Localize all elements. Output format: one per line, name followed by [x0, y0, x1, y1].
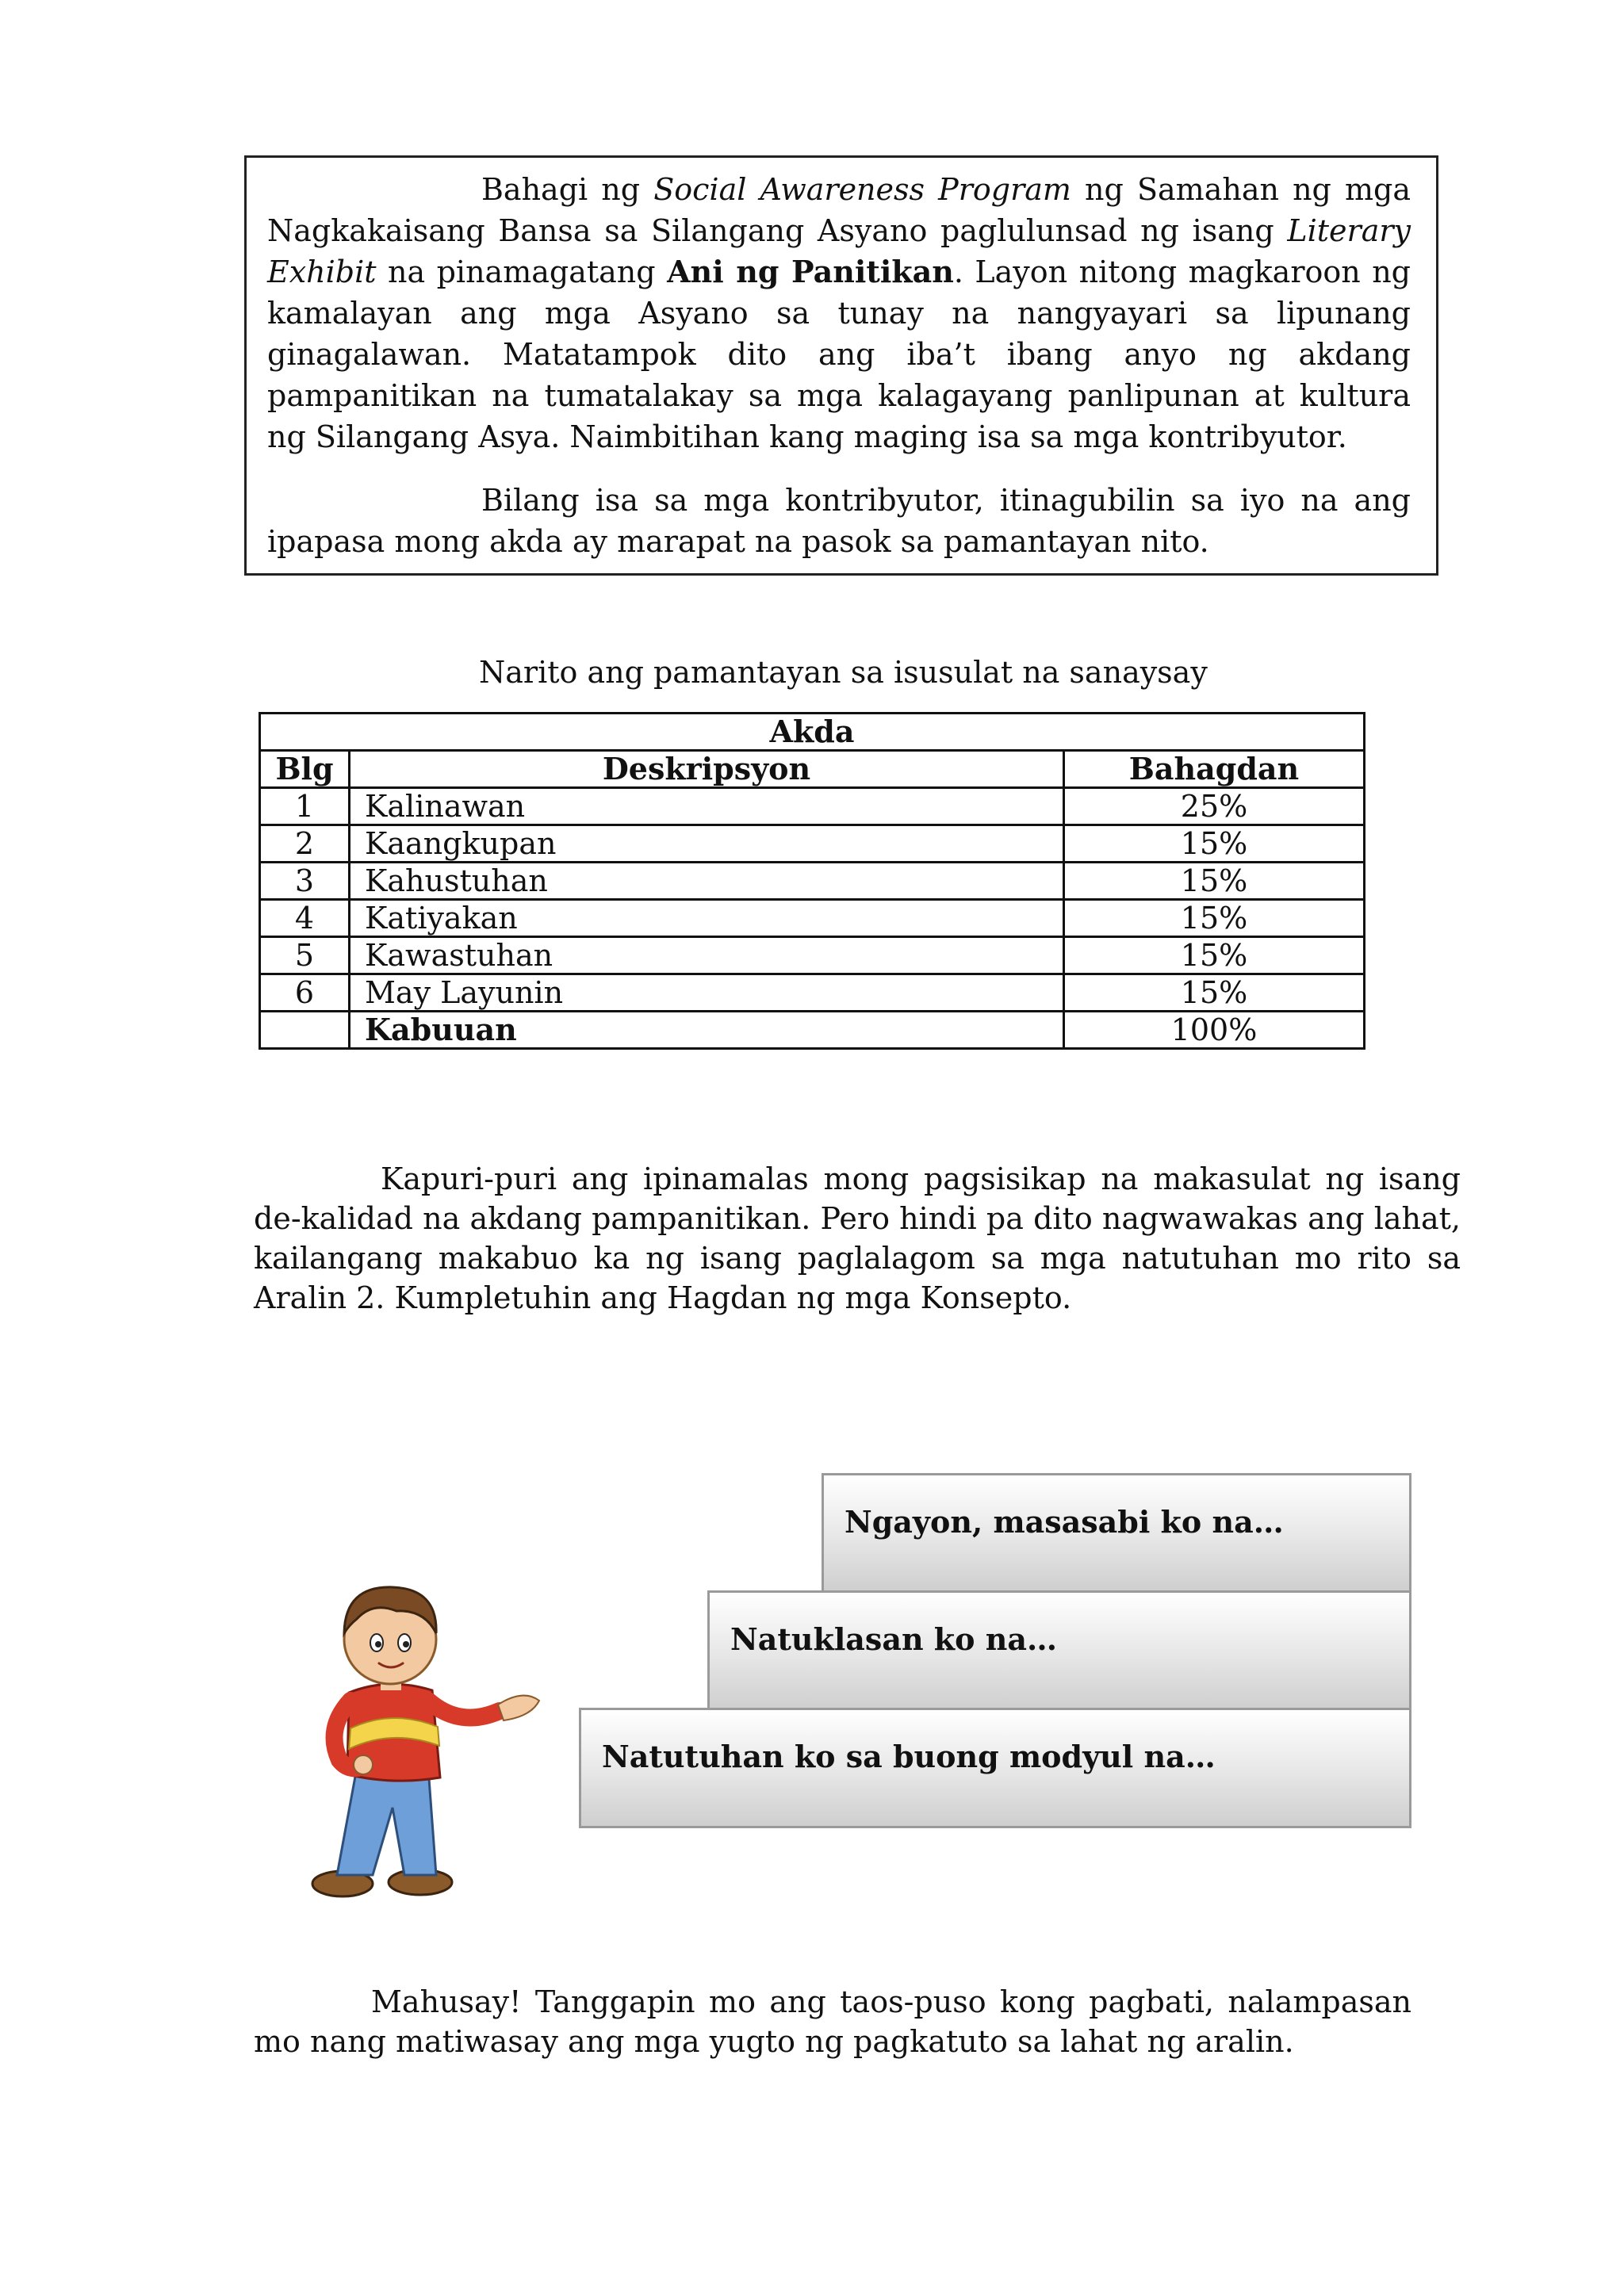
total-label: Kabuuan [350, 1012, 1064, 1049]
stair-bottom-label: Natutuhan ko sa buong modyul na… [602, 1739, 1216, 1774]
row-num: 5 [260, 937, 350, 974]
row-desc: May Layunin [350, 974, 1064, 1012]
intro-text: Bahagi ng [481, 172, 654, 207]
table-row [260, 937, 1365, 974]
row-desc: Kawastuhan [350, 937, 1064, 974]
row-num: 4 [260, 900, 350, 937]
exhibit-title: Ani ng Panitikan [667, 254, 954, 289]
concept-stair-middle [707, 1590, 1411, 1711]
table-row [260, 900, 1365, 937]
header-num: Blg [260, 751, 350, 788]
table-row [260, 863, 1365, 900]
boy-illustration [301, 1570, 571, 1903]
intro-text: . Layon nitong magkaroon ng kamalayan ang mga Asyano sa tunay na nangyayari sa lipunang ginagalawan. Matatampok dito ang iba’t ibang anyo ng akdang pampanitikan na tumatalakay sa mga kalagayang panlipunan at kultura ng Silangang Asya. Naimbitihan kang maging isa sa mga kontribyutor. [267, 254, 1411, 454]
intro-box [244, 155, 1438, 576]
intro-text: na pinamagatang [376, 254, 668, 289]
stair-middle-label: Natuklasan ko na… [730, 1621, 1057, 1657]
row-pct: 15% [1064, 937, 1365, 974]
total-num-empty [260, 1012, 350, 1049]
row-desc: Kahustuhan [350, 863, 1064, 900]
header-pct: Bahagdan [1064, 751, 1365, 788]
closing-message: Mahusay! Tanggapin mo ang taos-puso kong pagbati, nalampasan mo nang matiwasay ang mga yugto ng pagkatuto sa lahat ng aralin. [254, 1984, 1411, 2059]
summary-instructions: Kapuri-puri ang ipinamalas mong pagsisikap na makasulat ng isang de-kalidad na akdang pampanitikan. Pero hindi pa dito nagwawakas ang lahat, kailangang makabuo ka ng isang paglalagom sa mga natutuhan mo rito sa Aralin 2. Kumpletuhin ang Hagdan ng mga Konsepto. [254, 1161, 1461, 1315]
intro-text: ng Samahan ng mga Nagkakaisang Bansa sa Silangang Asyano paglulunsad ng isang [267, 172, 1411, 248]
header-desc: Deskripsyon [350, 751, 1064, 788]
intro-paragraph-2: Bilang isa sa mga kontribyutor, itinagubilin sa iyo na ang ipapasa mong akda ay marapat na pasok sa pamantayan nito. [267, 483, 1411, 559]
row-desc: Kaangkupan [350, 825, 1064, 863]
row-pct: 15% [1064, 974, 1365, 1012]
exhibit-term: Literary Exhibit [267, 213, 1411, 289]
table-title: Akda [260, 714, 1365, 751]
row-pct: 15% [1064, 863, 1365, 900]
row-num: 1 [260, 788, 350, 825]
row-desc: Katiyakan [350, 900, 1064, 937]
total-pct: 100% [1064, 1012, 1365, 1049]
table-header-row [260, 751, 1365, 788]
criteria-table [259, 712, 1365, 1050]
table-row [260, 825, 1365, 863]
stair-top-label: Ngayon, masasabi ko na… [845, 1504, 1284, 1540]
table-title-row [260, 714, 1365, 751]
row-pct: 15% [1064, 900, 1365, 937]
row-num: 6 [260, 974, 350, 1012]
concept-stair-top [822, 1473, 1411, 1594]
intro-paragraph-1 [267, 169, 1411, 457]
table-row [260, 788, 1365, 825]
concept-stair-bottom [579, 1708, 1411, 1828]
row-pct: 15% [1064, 825, 1365, 863]
row-num: 2 [260, 825, 350, 863]
table-row [260, 974, 1365, 1012]
row-num: 3 [260, 863, 350, 900]
criteria-heading: Narito ang pamantayan sa isusulat na sanaysay [479, 655, 1208, 690]
table-total-row [260, 1012, 1365, 1049]
row-pct: 25% [1064, 788, 1365, 825]
row-desc: Kalinawan [350, 788, 1064, 825]
program-name: Social Awareness Program [653, 172, 1071, 207]
